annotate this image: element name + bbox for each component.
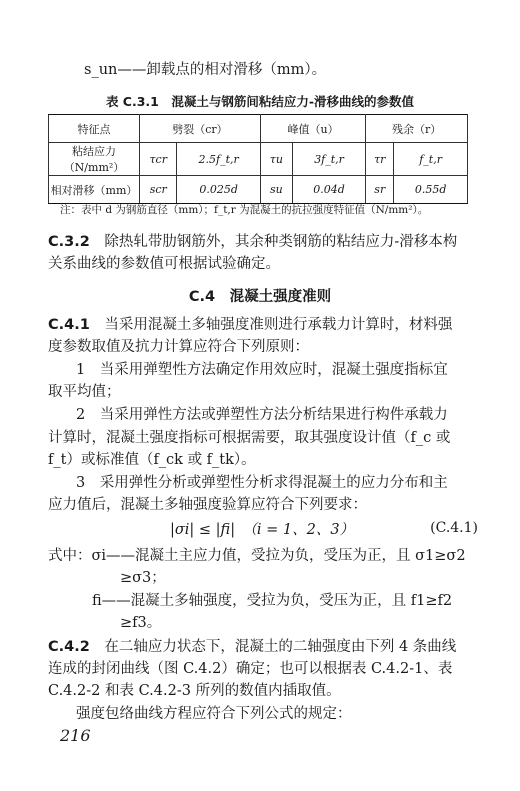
equation: |σi| ≤ |fi| （i = 1、2、3） bbox=[170, 522, 355, 538]
clause-c41 bbox=[48, 315, 452, 335]
table-cell: τr bbox=[366, 143, 394, 176]
table-cell: 0.55d bbox=[394, 176, 468, 204]
row-label: 相对滑移（mm） bbox=[49, 176, 140, 204]
table-cell: 0.025d bbox=[177, 176, 260, 204]
clause-number: C.4.1 bbox=[48, 317, 90, 333]
table-note: 注：表中 d 为钢筋直径（mm）；f_t,r 为混凝土的抗拉强度特征值（N/mm²）。 bbox=[60, 204, 429, 216]
where-f: fi——混凝土多轴强度，受拉为负，受压为正，且 f1≥f2 bbox=[92, 593, 453, 609]
bond-slip-parameter-table bbox=[48, 114, 468, 204]
equation-number: (C.4.1) bbox=[430, 520, 478, 536]
item-3-cont: 应力值后，混凝土多轴强度验算应符合下列要求： bbox=[48, 497, 367, 513]
section-heading: C.4 混凝土强度准则 bbox=[188, 289, 332, 305]
clause-c42-cont: 连成的封闭曲线（图 C.4.2）确定；也可以根据表 C.4.2-1、表 bbox=[48, 661, 453, 677]
clause-c32-cont: 关系曲线的参数值可根据试验确定。 bbox=[48, 256, 280, 272]
clause-c41-cont: 度参数取值及抗力计算应符合下列原则： bbox=[48, 339, 309, 355]
where-sigma-cont: ≥σ3； bbox=[120, 570, 166, 586]
table-row bbox=[49, 143, 468, 176]
row-label: 粘结应力（N/mm²） bbox=[49, 143, 140, 176]
clause-c42-cont2: C.4.2-2 和表 C.4.2-3 所列的数值内插取值。 bbox=[48, 683, 341, 699]
header-cell: 峰值（u） bbox=[260, 115, 365, 143]
table-cell: f_t,r bbox=[394, 143, 468, 176]
unload-slip-definition: s_un——卸载点的相对滑移（mm）。 bbox=[84, 62, 327, 78]
table-cell: sr bbox=[366, 176, 394, 204]
table-cell: τu bbox=[260, 143, 292, 176]
table-cell: su bbox=[260, 176, 292, 204]
header-cell: 劈裂（cr） bbox=[140, 115, 261, 143]
table-header-row bbox=[49, 115, 468, 143]
item-1: 1 当采用弹塑性方法确定作用效应时，混凝土强度指标宜 bbox=[76, 362, 448, 378]
item-2-cont2: f_t）或标准值（f_ck 或 f_tk）。 bbox=[48, 452, 256, 468]
table-cell: 2.5f_t,r bbox=[177, 143, 260, 176]
clause-text: 除热轧带肋钢筋外，其余种类钢筋的粘结应力-滑移本构 bbox=[89, 234, 458, 250]
table-row bbox=[49, 176, 468, 204]
item-3: 3 采用弹性分析或弹塑性分析求得混凝土的应力分布和主 bbox=[76, 475, 448, 491]
table-cell: τcr bbox=[140, 143, 177, 176]
header-cell: 特征点 bbox=[49, 115, 140, 143]
clause-text: 在二轴应力状态下，混凝土的二轴强度由下列 4 条曲线 bbox=[89, 639, 457, 655]
clause-number: C.3.2 bbox=[48, 234, 90, 250]
where-sigma: 式中：σi——混凝土主应力值，受拉为负，受压为正，且 σ1≥σ2 bbox=[48, 548, 466, 564]
clause-c42 bbox=[48, 637, 456, 657]
table-cell: 0.04d bbox=[292, 176, 365, 204]
header-cell: 残余（r） bbox=[366, 115, 468, 143]
where-f-cont: ≥f3。 bbox=[120, 615, 162, 631]
envelope-curve-intro: 强度包络曲线方程应符合下列公式的规定： bbox=[76, 706, 352, 722]
table-caption: 表 C.3.1 混凝土与钢筋间粘结应力-滑移曲线的参数值 bbox=[105, 94, 415, 109]
item-2: 2 当采用弹性方法或弹塑性方法分析结果进行构件承载力 bbox=[76, 407, 448, 423]
clause-number: C.4.2 bbox=[48, 639, 90, 655]
table-cell: 3f_t,r bbox=[292, 143, 365, 176]
table-cell: scr bbox=[140, 176, 177, 204]
clause-text: 当采用混凝土多轴强度准则进行承载力计算时，材料强 bbox=[89, 317, 453, 333]
item-2-cont: 计算时，混凝土强度指标可根据需要，取其强度设计值（f_c 或 bbox=[48, 430, 451, 446]
clause-c32 bbox=[48, 232, 457, 252]
item-1-cont: 取平均值； bbox=[48, 384, 121, 400]
page-number: 216 bbox=[60, 726, 91, 745]
